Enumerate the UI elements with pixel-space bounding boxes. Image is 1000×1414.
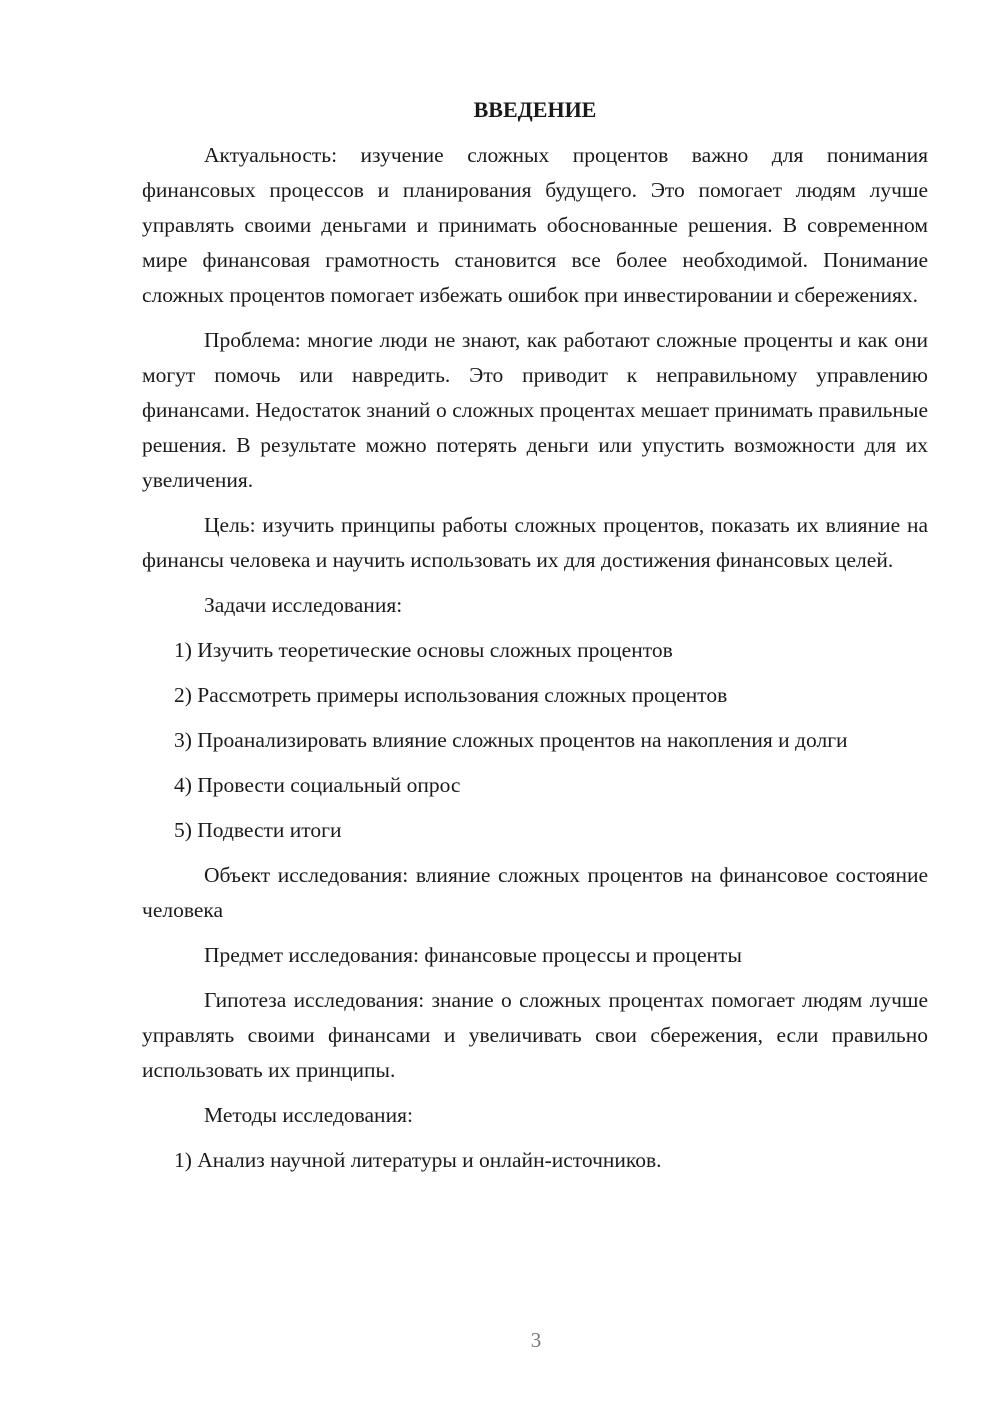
document-page (142, 92, 928, 1188)
methods-heading: Методы исследования: (204, 1103, 413, 1127)
paragraph-relevance: Актуальность: изучение сложных процентов важно для понимания финансовых процессов и планирования будущего. Это помогает людям лучше управлять своими деньгами и принимать обоснованные решения. В современном мире финансовая грамотность становится все более необходимой. Понимание сложных процентов помогает избежать ошибок при инвестировании и сбережениях. (142, 143, 928, 307)
paragraph-hypothesis: Гипотеза исследования: знание о сложных процентах помогает людям лучше управлять своими финансами и увеличивать свои сбережения, если правильно использовать их принципы. (142, 988, 928, 1082)
task-item-3: 3) Проанализировать влияние сложных процентов на накопления и долги (174, 728, 848, 752)
paragraph-problem: Проблема: многие люди не знают, как работают сложные проценты и как они могут помочь или навредить. Это приводит к неправильному управлению финансами. Недостаток знаний о сложных процентах мешает принимать правильные решения. В результате можно потерять деньги или упустить возможности для их увеличения. (142, 328, 928, 492)
task-item-2: 2) Рассмотреть примеры использования сложных процентов (174, 683, 728, 707)
paragraph-subject: Предмет исследования: финансовые процессы и проценты (204, 943, 742, 967)
method-item-1: 1) Анализ научной литературы и онлайн-источников. (174, 1148, 662, 1172)
task-item-4: 4) Провести социальный опрос (174, 773, 461, 797)
task-item-1: 1) Изучить теоретические основы сложных процентов (174, 638, 673, 662)
page-number: 3 (530, 1328, 542, 1352)
tasks-heading: Задачи исследования: (204, 593, 403, 617)
paragraph-object: Объект исследования: влияние сложных процентов на финансовое состояние человека (142, 863, 928, 922)
task-item-5: 5) Подвести итоги (174, 818, 342, 842)
paragraph-goal: Цель: изучить принципы работы сложных процентов, показать их влияние на финансы человека и научить использовать их для достижения финансовых целей. (142, 513, 928, 572)
page-title: ВВЕДЕНИЕ (473, 97, 597, 122)
